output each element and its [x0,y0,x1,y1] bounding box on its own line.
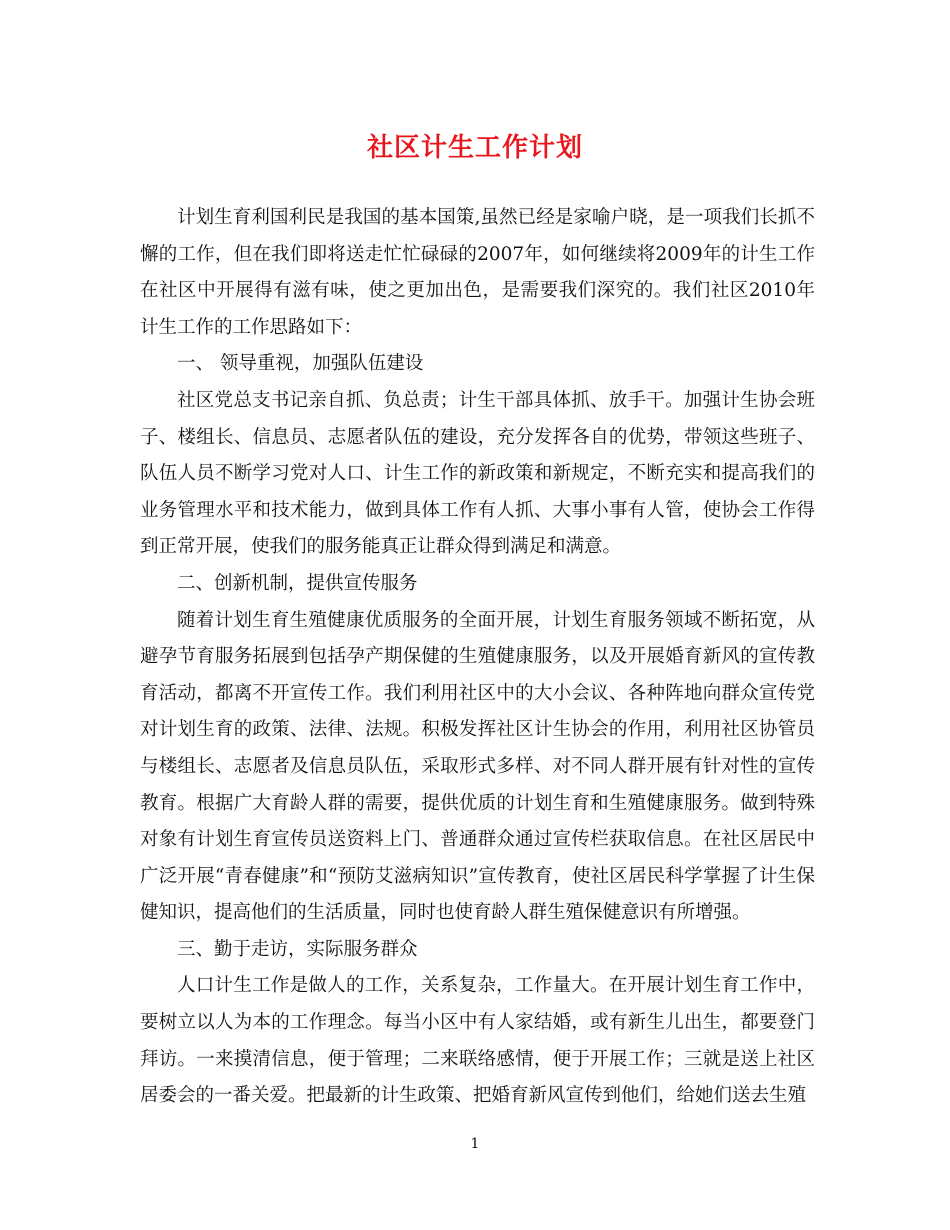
section-3-paragraph: 人口计生工作是做人的工作，关系复杂，工作量大。在开展计划生育工作中，要树立以人为本的工作理念。每当小区中有人家结婚，或有新生儿出生，都要登门拜访。一来摸清信息，便于管理；二来联络感情，便于开展工作；三就是送上社区居委会的一番关爱。把最新的计生政策、把婚育新风宣传到他们，给她们送去生殖 [140,975,815,1107]
section-2-paragraph: 随着计划生育生殖健康优质服务的全面开展，计划生育服务领域不断拓宽，从避孕节育服务拓展到包括孕产期保健的生殖健康服务，以及开展婚育新风的宣传教育活动，都离不开宣传工作。我们利用社区中的大小会议、各种阵地向群众宣传党对计划生育的政策、法律、法规。积极发挥社区计生协会的作用，利用社区协管员与楼组长、志愿者及信息员队伍，采取形式多样、对不同人群开展有针对性的宣传教育。根据广大育龄人群的需要，提供优质的计划生育和生殖健康服务。做到特殊对象有计划生育宣传员送资料上门、普通群众通过宣传栏获取信息。在社区居民中广泛开展“青春健康”和“预防艾滋病知识”宣传教育，使社区居民科学掌握了计生保健知识，提高他们的生活质量，同时也使育龄人群生殖保健意识有所增强。 [140,609,815,924]
section-1-paragraph: 社区党总支书记亲自抓、负总责；计生干部具体抓、放手干。加强计生协会班子、楼组长、信息员、志愿者队伍的建设，充分发挥各自的优势，带领这些班子、队伍人员不断学习党对人口、计生工作的新政策和新规定，不断充实和提高我们的业务管理水平和技术能力，做到具体工作有人抓、大事小事有人管，使协会工作得到正常开展，使我们的服务能真正让群众得到满足和满意。 [140,389,815,558]
document-title: 社区计生工作计划 [366,133,583,163]
page-number: 1 [470,1136,480,1152]
document-body [140,200,815,1115]
intro-paragraph: 计划生育利国利民是我国的基本国策,虽然已经是家喻户晓，是一项我们长抓不懈的工作，但在我们即将送走忙忙碌碌的2007年，如何继续将2009年的计生工作在社区中开展得有滋有味，使之更加出色，是需要我们深究的。我们社区2010年计生工作的工作思路如下： [140,207,815,338]
section-heading-2: 二、创新机制，提供宣传服务 [177,572,418,594]
section-heading-3: 三、勤于走访，实际服务群众 [177,938,418,960]
section-heading-1: 一、 领导重视，加强队伍建设 [177,353,424,375]
